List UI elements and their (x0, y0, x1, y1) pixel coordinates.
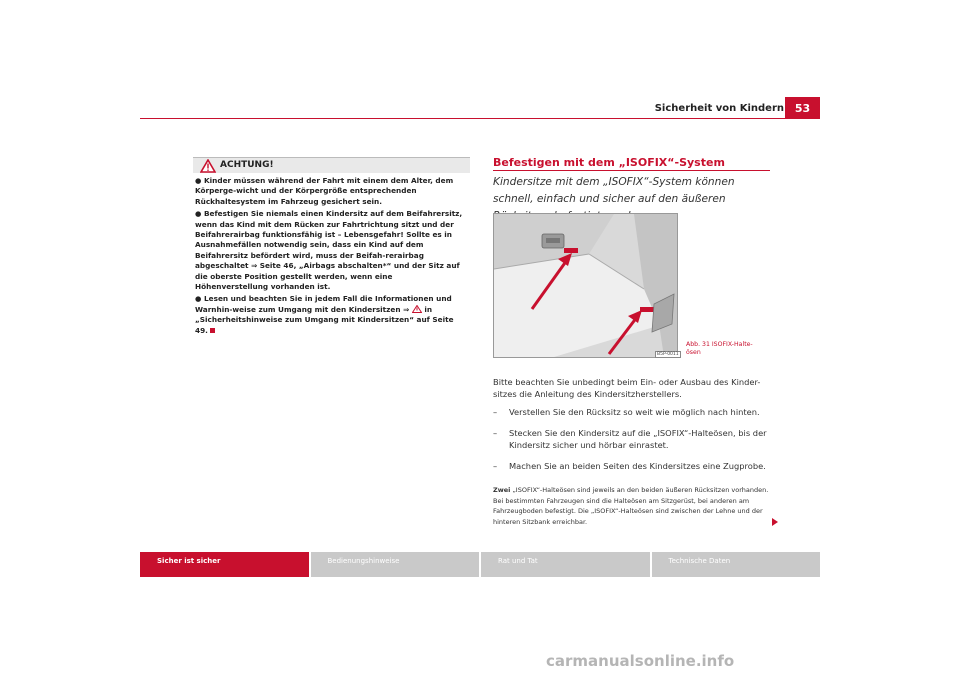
list-item: – Machen Sie an beiden Seiten des Kindersitzes eine Zugprobe. (493, 461, 766, 471)
bullet-icon: ● (195, 209, 202, 219)
figure-caption: Abb. 31 ISOFIX-Halte- ösen (686, 341, 753, 356)
warning-header (193, 158, 470, 173)
list-item: – Verstellen Sie den Rücksitz so weit wie möglich nach hinten. (493, 407, 760, 417)
bullet-icon: ● (195, 176, 202, 185)
section-intro: Kindersitze mit dem „ISOFIX“-System können schnell, einfach und sicher auf den äußeren (493, 176, 735, 205)
tab-bedienungshinweise[interactable]: Bedienungshinweise (311, 552, 480, 577)
continue-arrow-icon (772, 518, 778, 526)
isofix-figure (493, 213, 678, 358)
note-paragraph: Zwei „ISOFIX“-Halteösen sind jeweils an den beiden äußeren Rücksitzen vorhanden. Bei bestimmten Fahrzeugen sind die Halteösen am Sitzgerüst, bei anderen am Fahrzeugboden befestigt. Die „ISOFIX“-Halteösen sind zwischen der Lehne und der hinteren Sitzbank erreichbar. (493, 486, 769, 526)
bullet-icon: ● (195, 294, 202, 304)
warning-item: ● Lesen und beachten Sie in jedem Fall die Informationen und Warnhin-weise zum Umgang mit den Kindersitzen ⇒ in „Sicherheitshinweise zum Umgang mit Kindersitzen“ auf Seite 49. (195, 294, 454, 335)
warning-title: ACHTUNG! (220, 160, 274, 170)
list-item: – Stecken Sie den Kindersitz auf die „ISOFIX“-Halteösen, bis der Kindersitz sicher und hörbar einrastet. (493, 428, 767, 451)
isofix-illustration (494, 214, 677, 357)
section-end-marker (210, 328, 215, 333)
body-paragraph: Bitte beachten Sie unbedingt beim Ein- oder Ausbau des Kinder-sitzes die Anleitung des Kindersitzherstellers. (493, 377, 761, 400)
tab-technische-daten[interactable]: Technische Daten (652, 552, 821, 577)
section-title: Befestigen mit dem „ISOFIX“-System (493, 156, 725, 169)
header-divider (140, 118, 820, 119)
section-divider (493, 170, 770, 171)
footer-nav (140, 552, 820, 577)
page-number: 53 (785, 97, 820, 119)
warning-triangle-inline-icon (412, 305, 422, 313)
tab-sicher-ist-sicher[interactable]: Sicher ist sicher (140, 552, 309, 577)
warning-item: ● Kinder müssen während der Fahrt mit einem dem Alter, dem Körperge-wicht und der Körpergröße entsprechenden Rückhaltesystem im Fahrzeug gesichert sein. (195, 176, 454, 206)
watermark: carmanualsonline.info (546, 652, 735, 670)
figure-code: B5P-0011 (657, 352, 679, 357)
tab-rat-und-tat[interactable]: Rat und Tat (481, 552, 650, 577)
page-header-title: Sicherheit von Kindern (654, 103, 784, 114)
warning-triangle-icon (200, 159, 216, 173)
warning-box (193, 157, 470, 342)
warning-item: ● Befestigen Sie niemals einen Kindersitz auf dem Beifahrersitz, wenn das Kind mit dem Rücken zur Fahrtrichtung sitzt und der Beifahrerairbag funktionsfähig ist – Lebensgefahr! Sollte es in Ausnahmefällen notwendig sein, dass ein Kind auf dem Beifahrersitz befördert wird, muss der Beifah-rerairbag abgeschaltet ⇒ Seite 46, „Airbags abschalten*“ und der Sitz auf die oberste Position gestellt werden, wenn eine Höhenverstellung vorhanden ist. (195, 209, 463, 292)
